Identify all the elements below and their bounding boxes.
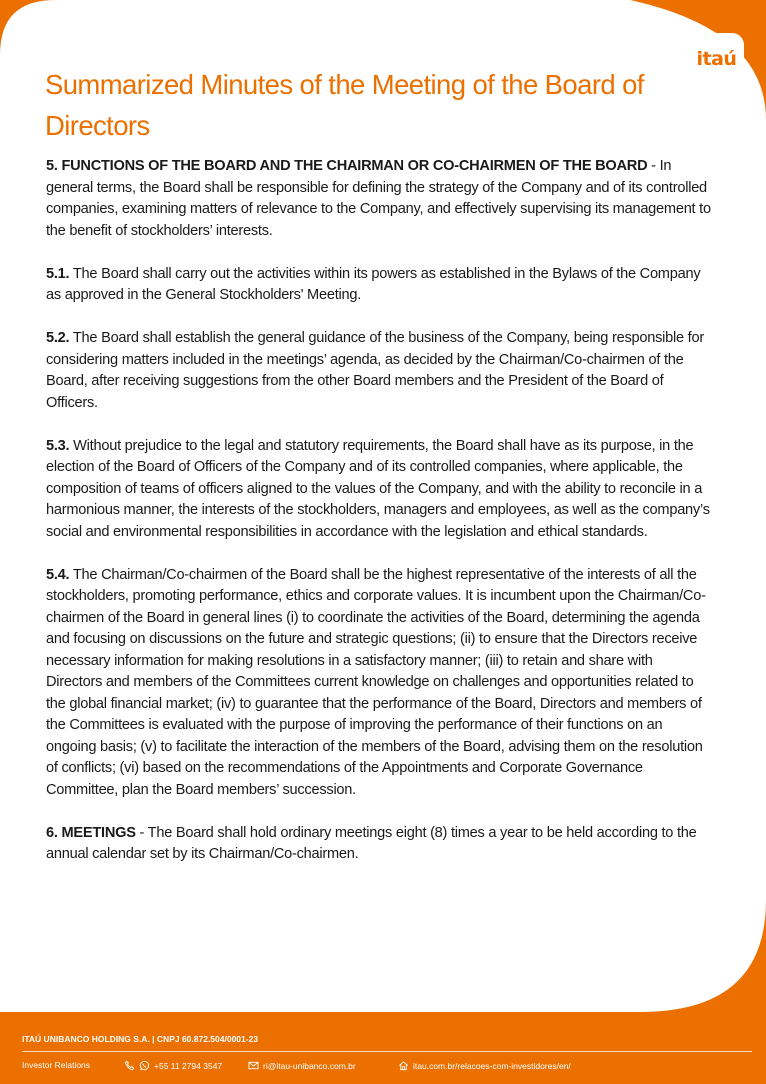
phone-icon	[124, 1060, 135, 1071]
section-5-1	[46, 264, 712, 307]
section-text: - The Board shall hold ordinary meetings eight (8) times a year to be held according to the annual calendar set by its Chairman/Co-chairmen.	[46, 824, 697, 862]
section-5-2	[46, 328, 712, 414]
section-heading: 5. FUNCTIONS OF THE BOARD AND THE CHAIRMAN OR CO-CHAIRMEN OF THE BOARD	[46, 158, 648, 174]
footer-phone[interactable]	[124, 1060, 222, 1071]
footer-label: Investor Relations	[22, 1060, 91, 1070]
email-address: ri@itau-unibanco.com.br	[263, 1060, 356, 1071]
phone-number: +55 11 2794 3547	[154, 1060, 223, 1071]
document-body	[46, 156, 712, 887]
section-heading: 6. MEETINGS	[46, 824, 136, 841]
section-heading: 5.4.	[46, 566, 70, 583]
section-heading: 5.3.	[46, 437, 70, 454]
logo-text: itaú	[696, 47, 737, 70]
section-text: - In general terms, the Board shall be responsible for defining the strategy of the Company and of its controlled companies, examining matters of relevance to the Company, and effectively supervising its management to the benefit of stockholders’ interests.	[46, 158, 711, 239]
section-text: The Board shall establish the general guidance of the business of the Company, being responsible for considering matters included in the meetings’ agenda, as decided by the Chairman/Co-chairmen of the Board, after receiving suggestions from the other Board members and the President of the Board of Officers.	[46, 330, 704, 411]
section-heading: 5.1.	[46, 265, 70, 282]
footer-website[interactable]	[398, 1060, 571, 1071]
footer-email[interactable]	[248, 1060, 356, 1071]
footer-contacts	[22, 1060, 757, 1076]
footer-company: ITAÚ UNIBANCO HOLDING S.A. | CNPJ 60.872.504/0001-23	[22, 1034, 259, 1044]
section-5-3	[46, 436, 712, 544]
section-5-4	[46, 565, 712, 802]
home-icon	[398, 1060, 409, 1071]
section-text: Without prejudice to the legal and statutory requirements, the Board shall have as its purpose, in the election of the Board of Officers of the Company and of its controlled companies, where applicable, the composition of teams of officers aligned to the values of the Company, and with the ability to reconcile in a harmonious manner, the interests of the stockholders, managers and employees, as well as the company’s social and environmental responsibilities in accordance with the legislation and ethical standards.	[46, 437, 710, 540]
section-text: The Board shall carry out the activities within its powers as established in the Bylaws of the Company as approved in the General Stockholders' Meeting.	[46, 265, 701, 303]
section-text: The Chairman/Co-chairmen of the Board shall be the highest representative of the interests of all the stockholders, promoting performance, ethics and corporate values. It is incumbent upon the Chairman/Co-chairmen of the Board in general lines (i) to coordinate the activities of the Board, determining the agenda and focusing on discussions on the future and strategic questions; (ii) to ensure that the Directors receive necessary information for making resolutions in a satisfactory manner; (iii) to retain and share with Directors and members of the Committees current knowledge on challenges and opportunities related to the global financial market; (iv) to guarantee that the performance of the Board, Directors and members of the Committees is evaluated with the purpose of improving the performance of their functions on an ongoing basis; (v) to facilitate the interaction of the members of the Board, advising them on the resolution of conflicts; (vi) based on the recommendations of the Appointments and Corporate Governance Committee, plan the Board members’ succession.	[46, 566, 706, 798]
whatsapp-icon	[139, 1060, 150, 1071]
section-heading: 5.2.	[46, 330, 70, 346]
section-6	[46, 823, 712, 866]
footer-divider	[22, 1051, 752, 1052]
website-url: itau.com.br/relacoes-com-investidores/en/	[413, 1060, 571, 1071]
itau-logo	[689, 33, 744, 84]
email-icon	[248, 1060, 259, 1071]
section-5	[46, 156, 712, 242]
document-title: Summarized Minutes of the Meeting of the Board of Directors	[45, 69, 644, 141]
